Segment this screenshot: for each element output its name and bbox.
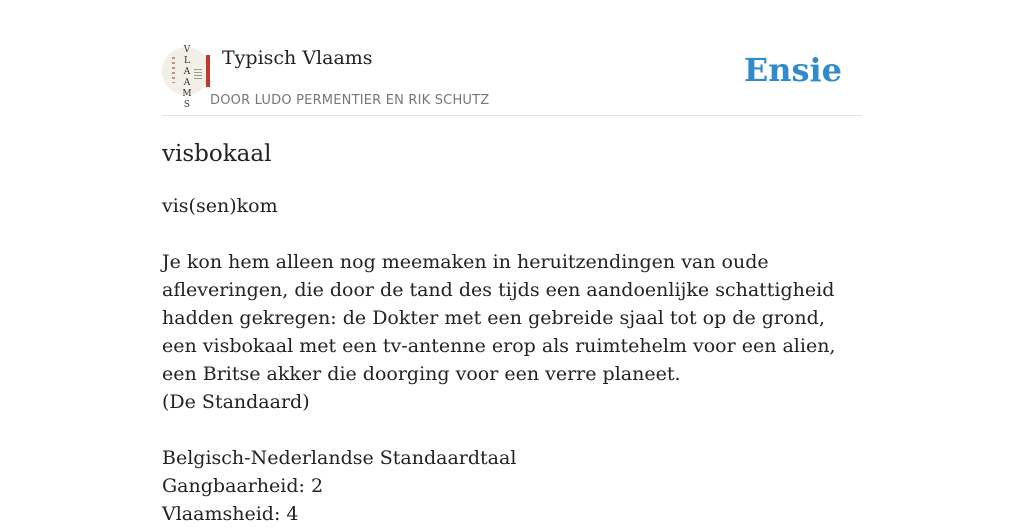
entry-vlaamsheid: Vlaamsheid: 4 bbox=[162, 503, 299, 525]
logo-decoration bbox=[172, 57, 175, 83]
entry-body bbox=[162, 192, 862, 528]
entry-source: (De Standaard) bbox=[162, 391, 310, 413]
entry-quote: Je kon hem alleen nog meemaken in heruitzendingen van oude afleveringen, die door de tand des tijds een aandoenlijke schattigheid hadden gekregen: de Dokter met een gebreide sjaal tot op de grond, een visbokaal met een tv-antenne erop als ruimtehelm voor een alien, een Britse akker die doorging voor een verre planeet. bbox=[162, 251, 836, 385]
site-logo[interactable] bbox=[162, 45, 210, 110]
entry-category: Belgisch-Nederlandse Standaardtaal bbox=[162, 447, 517, 469]
blank-line bbox=[162, 220, 862, 248]
logo-letter: A bbox=[183, 67, 191, 77]
logo-decoration bbox=[194, 69, 202, 79]
logo-letter: M bbox=[182, 89, 192, 99]
logo-letters bbox=[181, 45, 193, 111]
site-header bbox=[162, 0, 862, 116]
site-title[interactable]: Typisch Vlaams bbox=[222, 47, 373, 69]
entry-title: visbokaal bbox=[162, 141, 272, 167]
logo-letter: A bbox=[183, 78, 191, 88]
logo-letter: V bbox=[183, 45, 191, 55]
entry-content bbox=[162, 138, 862, 528]
byline: DOOR LUDO PERMENTIER EN RIK SCHUTZ bbox=[210, 93, 490, 108]
ensie-brand-link[interactable]: Ensie bbox=[743, 51, 842, 89]
entry-definition: vis(sen)kom bbox=[162, 195, 278, 217]
logo-letter: S bbox=[183, 100, 191, 110]
blank-line bbox=[162, 416, 862, 444]
logo-letter: L bbox=[184, 56, 190, 66]
logo-accent bbox=[206, 55, 210, 87]
entry-gangbaarheid: Gangbaarheid: 2 bbox=[162, 475, 324, 497]
